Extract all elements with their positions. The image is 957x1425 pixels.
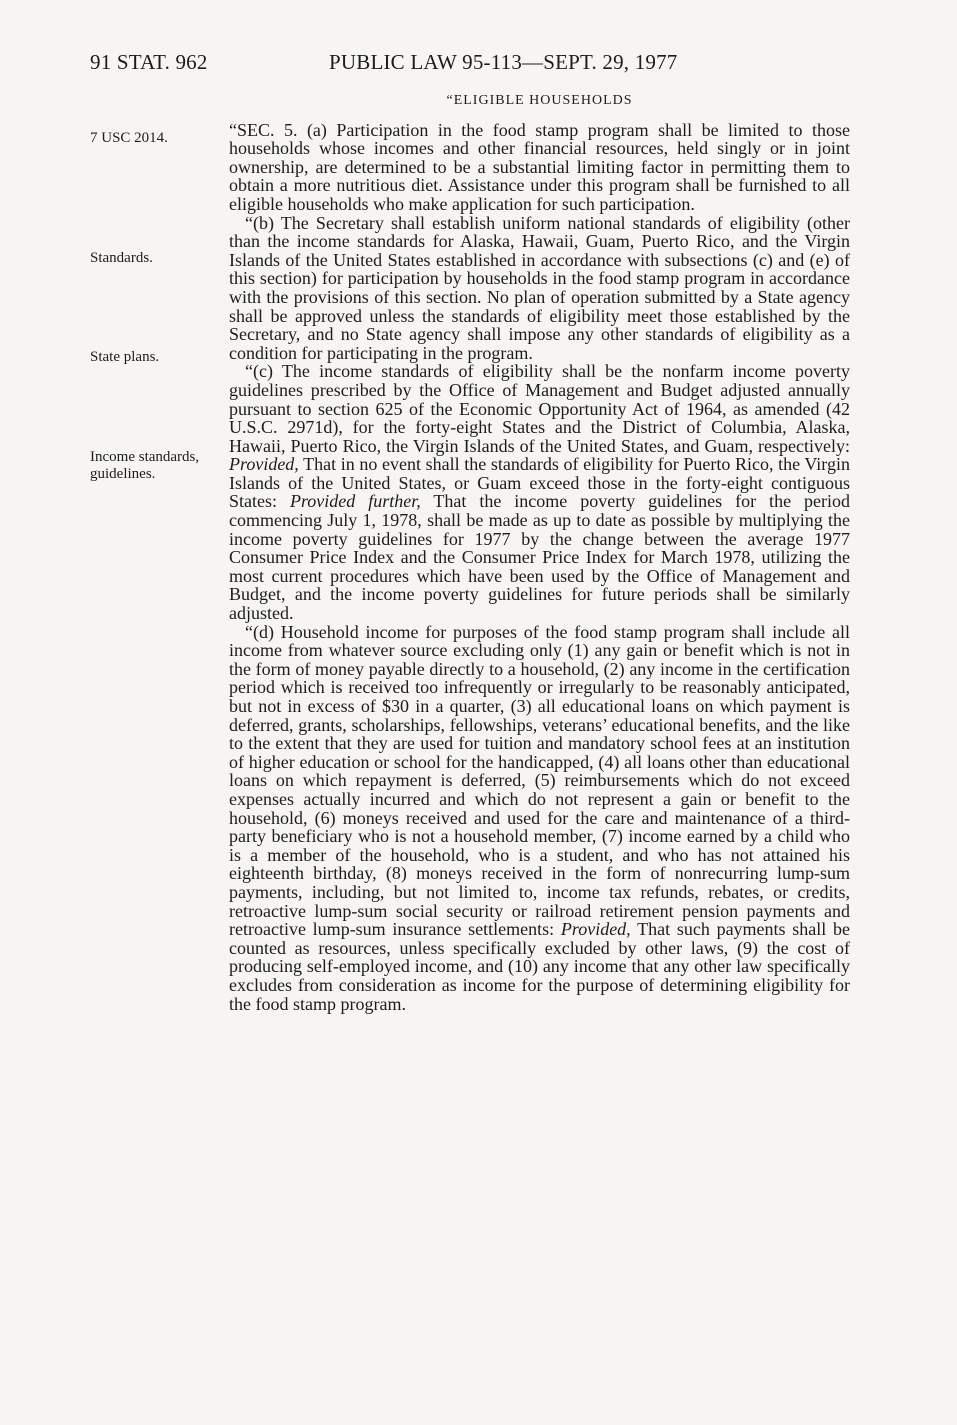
proviso-provided-further: Provided further,	[289, 491, 421, 512]
proviso-provided: Provided,	[229, 454, 299, 475]
paragraph-c-part-3: That the income poverty guidelines for the period commencing July 1, 1978, shall be made as up to date as possible by multiplying the income poverty guidelines for 1977 by the change between the average 1977 Consumer Price Index and the Consumer Price Index for March 1978, utilizing the most current procedures which have been used by the Office of Management and Budget, and the income poverty guidelines for future periods shall be similarly adjusted.	[229, 491, 850, 624]
paragraph-d-part-2: That such payments shall be counted as resources, unless specifically excluded by other laws, (9) the cost of producing self-employed income, and (10) any income that any other law specifically excludes from consideration as income for the purpose of determining eligibility for the food stamp program.	[229, 919, 851, 1014]
margin-note-income: Income standards, guidelines.	[90, 449, 200, 482]
margin-note-standards: Standards.	[90, 250, 153, 266]
paragraph-d	[229, 623, 850, 1013]
paragraph-d-part-1: “(d) Household income for purposes of the food stamp program shall include all income from whatever source excluding only (1) any gain or benefit which is not in the form of money payable directly to a household, (2) any income in the certification period which is received too infrequently or irregularly to be reasonably anticipated, but not in excess of $30 in a quarter, (3) all educational loans on which payment is deferred, grants, scholarships, fellowships, veterans’ educational benefits, and the like to the extent that they are used for tuition and mandatory school fees at an institution of higher education or school for the handicapped, (4) all loans other than educational loans on which repayment is deferred, (5) reimbursements which do not exceed expenses actually incurred and which do not represent a gain or benefit to the household, (6) moneys received and used for the care and maintenance of a third-party beneficiary who is not a household member, (7) income earned by a child who is a member of the household, who is a student, and who has not attained his eighteenth birthday, (8) moneys received in the form of nonrecurring lump-sum payments, including, but not limited to, income tax refunds, rebates, or credits, retroactive lump-sum social security or railroad retirement pension payments and retroactive lump-sum insurance settlements:	[229, 621, 850, 940]
margin-note-usc: 7 USC 2014.	[90, 130, 168, 146]
running-head: PUBLIC LAW 95-113—SEPT. 29, 1977	[329, 50, 678, 74]
paragraph-c-part-1: “(c) The income standards of eligibility shall be the nonfarm income poverty guidelines prescribed by the Office of Management and Budget adjusted annually pursuant to section 625 of the Economic Opportunity Act of 1964, as amended (42 U.S.C. 2971d), for the forty-eight States and the District of Columbia, Alaska, Hawaii, Puerto Rico, the Virgin Islands of the United States, and Guam, respectively:	[229, 361, 850, 456]
section-heading: “ELIGIBLE HOUSEHOLDS	[446, 93, 633, 108]
paragraph-a: “SEC. 5. (a) Participation in the food stamp program shall be limited to those households whose incomes and other financial resources, held singly or in joint ownership, are determined to be a substantial limiting factor in permitting them to obtain a more nutritious diet. Assistance under this program shall be furnished to all eligible households who make application for such participation.	[229, 119, 850, 214]
margin-note-state-plans: State plans.	[90, 349, 160, 365]
page-stat-number: 91 STAT. 962	[90, 50, 208, 74]
paragraph-c	[229, 362, 850, 622]
paragraph-b: “(b) The Secretary shall establish uniform national standards of eligibility (other than the income standards for Alaska, Hawaii, Guam, Puerto Rico, and the Virgin Islands of the United States established in accordance with subsections (c) and (e) of this section) for participation by households in the food stamp program in accordance with the provisions of this section. No plan of operation submitted by a State agency shall be approved unless the standards of eligibility meet those established by the Secretary, and no State agency shall impose any other standards of eligibility as a condition for participating in the program.	[229, 212, 850, 363]
paragraph-c-part-2: That in no event shall the standards of eligibility for Puerto Rico, the Virgin Islands of the United States, or Guam exceed those in the forty-eight contiguous States:	[229, 454, 850, 512]
proviso-provided: Provided,	[560, 919, 631, 940]
statute-body	[229, 92, 850, 1013]
